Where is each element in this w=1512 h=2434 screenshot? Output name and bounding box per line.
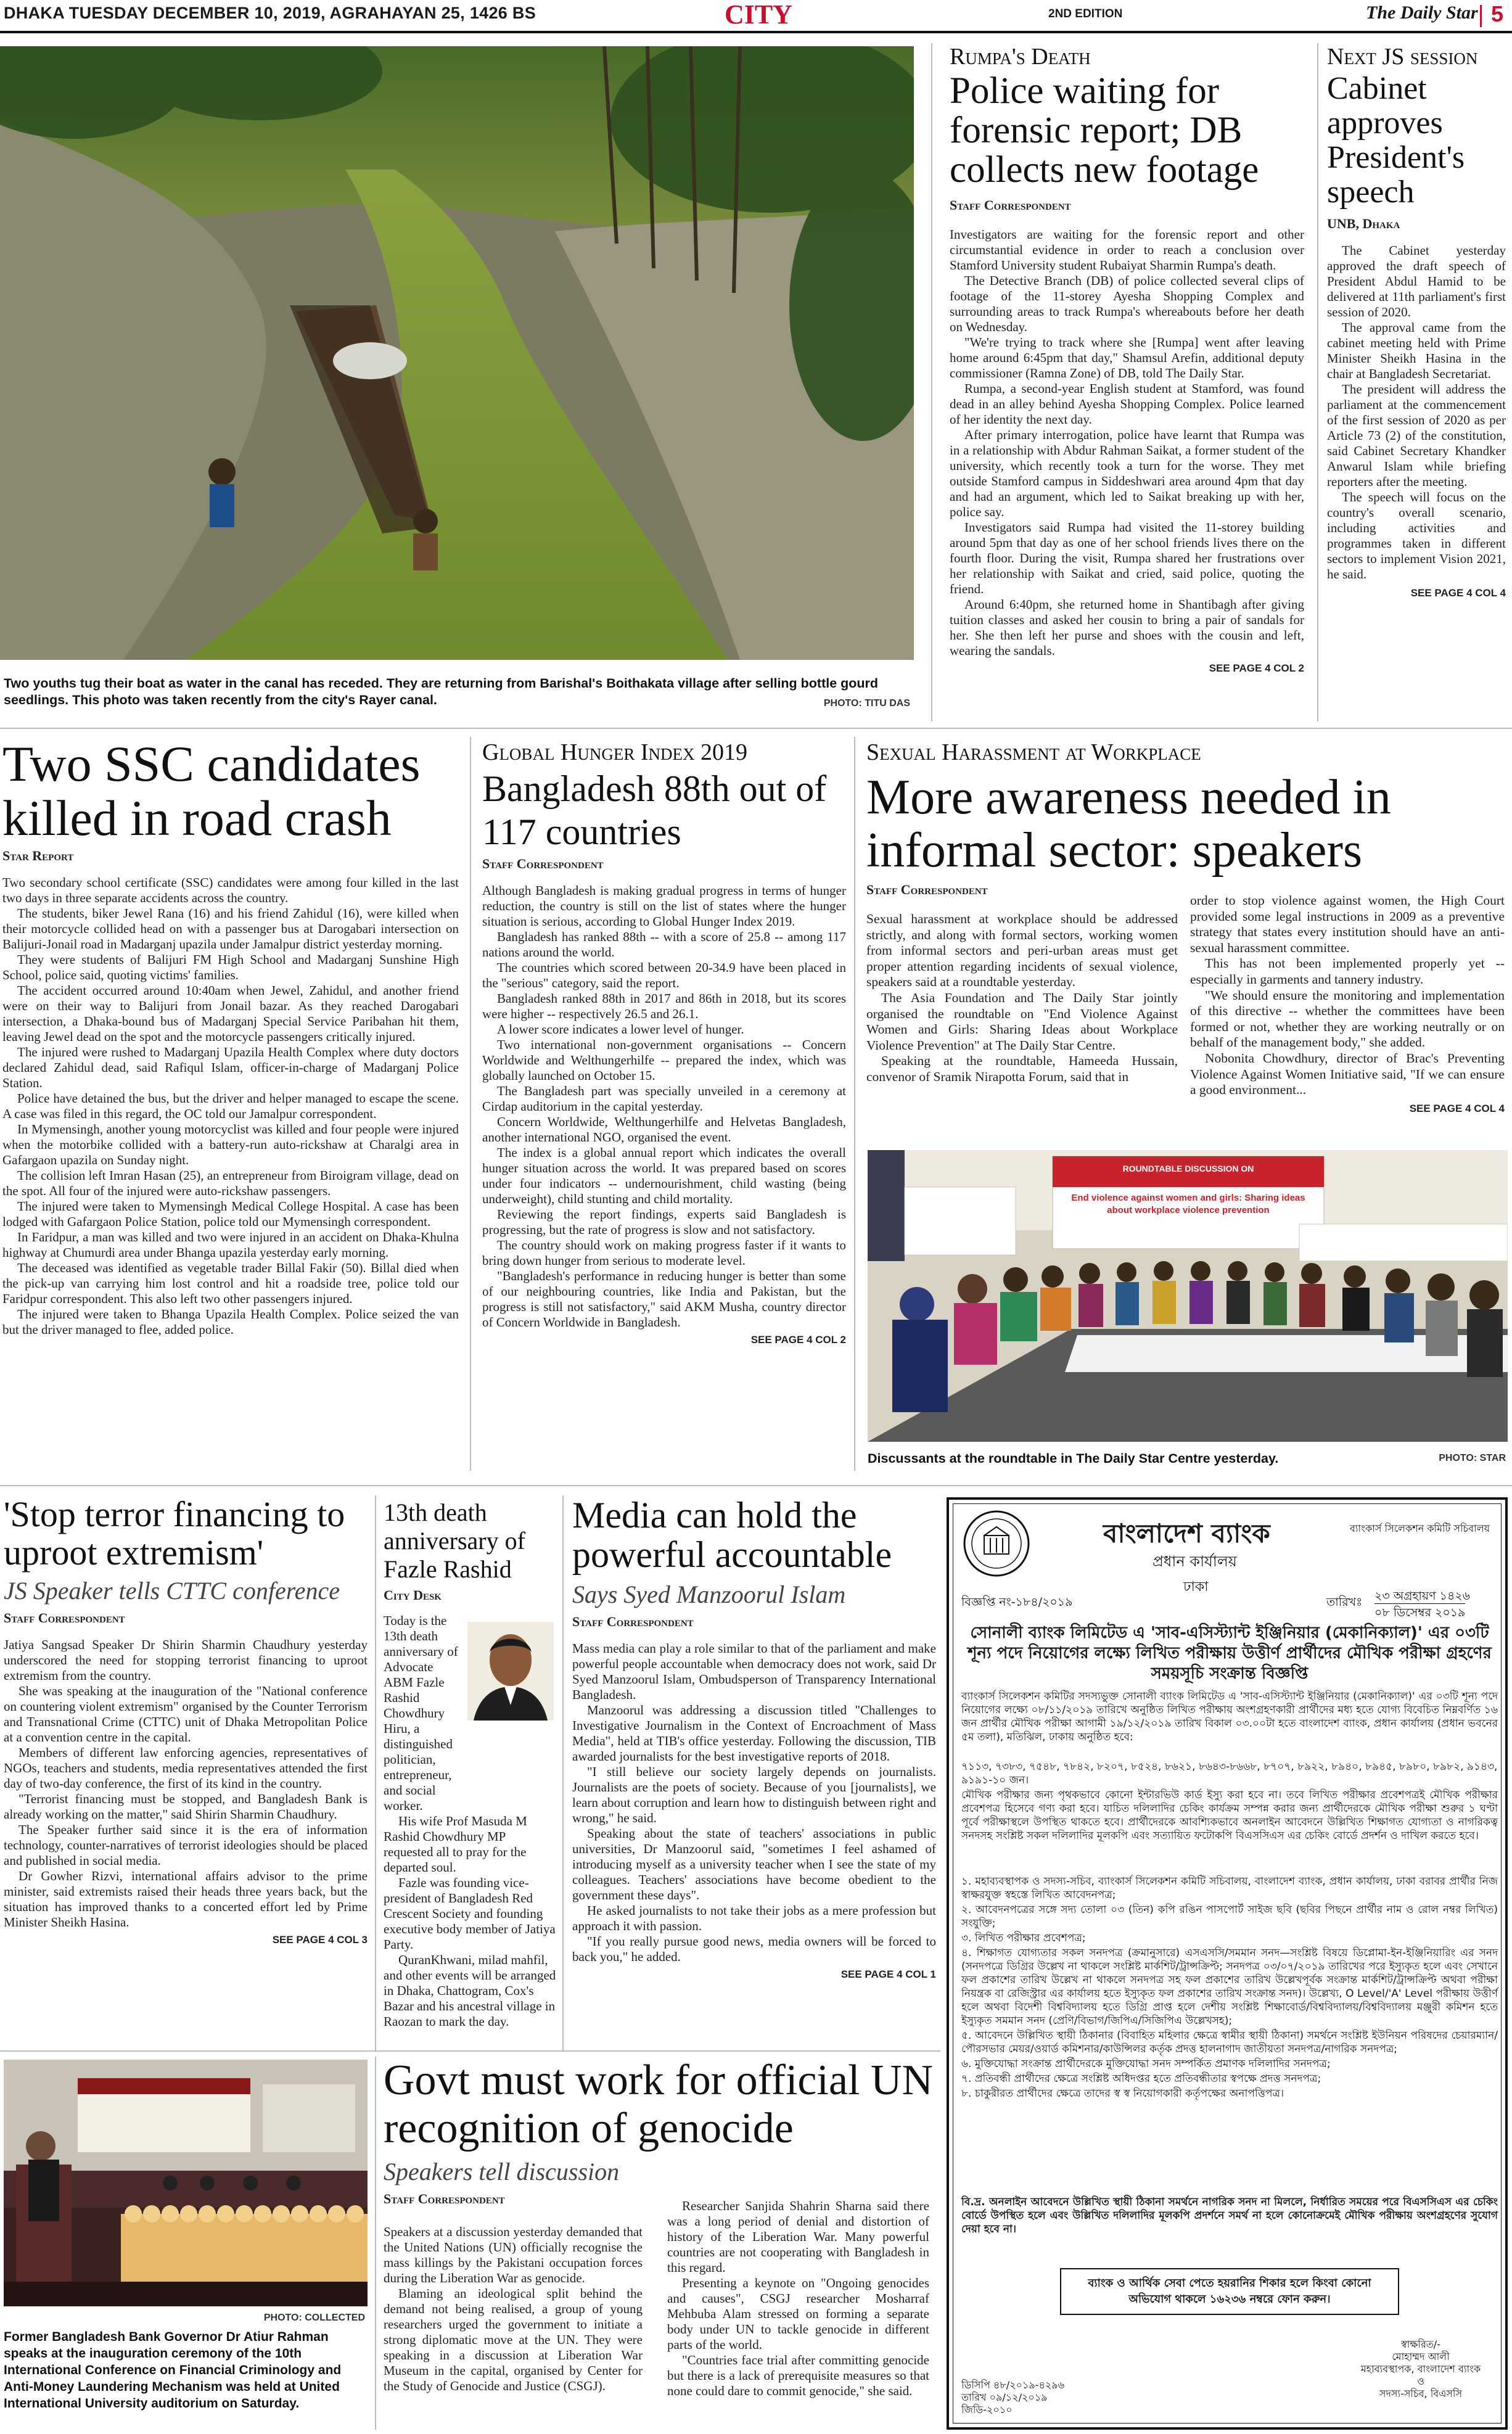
- terror-body: [4, 1637, 368, 1930]
- bank-notice-right-label: ব্যাংকার্স সিলেকশন কমিটি সচিবালয়: [1350, 1523, 1490, 1534]
- bank-notice-item: ৪. শিক্ষাগত যোগ্যতার সকল সনদপত্র (ক্রমানুসারে) এসএসসি/সমমান সনদ—সংশ্লিষ্ট বিষয়ে ডিপ্লোমা-ইন-ইঞ্জিনিয়ারিং এর সনদ (সনদপত্রে ডিগ্রির উল্লেখ না থাকলে সংশ্লিষ্ট মার্কশিট/ট্রান্সক্রিপ্ট; সনদপত্র ০৩/০৭/২০১৯ তারিখের পরে ইস্যুকৃত হলে এবং সেখানে ফল প্রকাশের তারিখ উল্লেখ না থাকলে সনদপত্র সহ ফল প্রকাশের তারিখ উল্লেখপূর্বক সংক্রান্ত মার্কশিট/ট্রান্সক্রিপ্ট অথবা পরীক্ষা নিয়ন্ত্রক বা রেজিস্ট্রার এর কার্যালয় হতে ইস্যুকৃত ফল প্রকাশের তারিখ সংক্রান্ত সনদ)। উল্লেখ্য, O Level/'A' Level পরীক্ষায় উত্তীর্ণ হলে অথবা বিদেশী বিশ্ববিদ্যালয় হতে ডিগ্রি প্রাপ্ত হলে দেশীয় সংশ্লিষ্ট শিক্ষাবোর্ড/বিশ্ববিদ্যালয়/বিশ্ববিদ্যালয় মঞ্জুরী কমিশন হতে ইস্যুকৃত সমমান সনদ (প্রেণি/বিভাগ/জিপিএ/সিজিপিএ উল্লেখসহ);: [961, 1947, 1498, 2027]
- rumpa-byline: Staff Correspondent: [950, 197, 1071, 213]
- terror-paragraph: "Terrorist financing must be stopped, and Bangladesh Bank is already working on the matter," said Shirin Sharmin Chaudhury.: [4, 1791, 368, 1822]
- conference-photo-image: [4, 2060, 368, 2306]
- cabinet-paragraph: The speech will focus on the country's overall scenario, including activities and programmes taken in different sectors to implement Vision 2021, he said.: [1327, 490, 1506, 582]
- paper-name: The Daily Star: [1366, 2, 1478, 23]
- harassment-paragraph: This has not been implemented properly yet -- especially in garments and tannery industry.: [1190, 956, 1505, 987]
- fazle-paragraph: QuranKhwani, milad mahfil, and other events will be arranged in Dhaka, Chattogram, Cox's Bazar and his ancestral village in Raozan to mark the day.: [384, 1952, 556, 2029]
- rumpa-paragraph: The Detective Branch (DB) of police collected several clips of footage of the 11-storey Ayesha Shopping Complex and surrounding areas to track Rumpa's whereabouts before her death on Wednesday.: [950, 273, 1304, 334]
- ssc-paragraph: The students, biker Jewel Rana (16) and his friend Zahidul (16), were killed when their motorcycle collided head on with a passenger bus at Darogabari intersection on Balijuri-Jonail road in Madarganj upazila under Jamalpur district yesterday morning.: [2, 906, 459, 952]
- rule-row1-b: [854, 737, 855, 1471]
- bank-notice-sig-line: ও: [1417, 2375, 1424, 2387]
- harassment-headline: More awareness needed in informal sector: speakers: [866, 770, 1391, 878]
- genocide-subhead: Speakers tell discussion: [384, 2158, 620, 2185]
- bank-notice-item: ১. মহাব্যবস্থাপক ও সদস্য-সচিব, ব্যাংকার্স সিলেকশন কমিটি সচিবালয়, বাংলাদেশ ব্যাংক, প্রধান কার্যালয়, ঢাকা বরাবর প্রার্থীর নিজ স্বাক্ষরযুক্ত স্বহস্তে লিখিত আবেদনপত্র;: [961, 1875, 1498, 1901]
- bank-seal-image: [963, 1510, 1030, 1577]
- hunger-byline: Staff Correspondent: [482, 856, 604, 871]
- rule-top-1: [931, 43, 932, 722]
- media-paragraph: Speaking about the state of teachers' associations in public universities, Dr Manzoorul said, "sometimes I feel ashamed of introducing myself as a university teacher when I see the state of my colleagues. Teachers' associations have become obedient to the government these days".: [572, 1826, 936, 1902]
- bank-notice-item: ২. আবেদনপত্রের সঙ্গে সদ্য তোলা ০৩ (তিন) কপি রঙিন পাসপোর্ট সাইজ ছবি (ছবির পিছনে প্রার্থীর নাম ও রোল নম্বর লিখিত) সংযুক্তি;: [961, 1904, 1498, 1930]
- roundtable-banner-text: End violence against women and girls: Sharing ideas about workplace violence prevention: [1071, 1193, 1305, 1215]
- hunger-paragraph: Two international non-government organisations -- Concern Worldwide and Welthungerhilfe -- prepared the index, which was globally launched on October 15.: [482, 1037, 846, 1083]
- hunger-paragraph: The countries which scored between 20-34.9 have been placed in the "serious" category, said the report.: [482, 960, 846, 990]
- hunger-paragraph: The Bangladesh part was specially unveiled in a ceremony at Cirdap auditorium in the capital yesterday.: [482, 1083, 846, 1114]
- hunger-see-page[interactable]: SEE PAGE 4 COL 2: [750, 1334, 846, 1346]
- bank-notice-box: ব্যাংক ও আর্থিক সেবা পেতে হয়রানির শিকার হলে কিংবা কোনো অভিযোগ থাকলে ১৬২৩৬ নম্বরে ফোন করুন।: [1060, 2268, 1399, 2315]
- bank-notice-date-label: তারিখঃ: [1326, 1595, 1363, 1609]
- ssc-paragraph: In Faridpur, a man was killed and two were injured in an accident on Dhaka-Khulna highway at Chumurdi area under Bhanga upazila yesterday early morning.: [2, 1230, 459, 1260]
- fazle-paragraph: His wife Prof Masuda M Rashid Chowdhury MP requested all to pray for the departed soul.: [384, 1814, 527, 1875]
- hunger-paragraph: Bangladesh ranked 88th in 2017 and 86th in 2018, but its scores were higher -- respectively 26.5 and 26.1.: [482, 991, 846, 1021]
- terror-paragraph: Jatiya Sangsad Speaker Dr Shirin Sharmin Chaudhury yesterday underscored the need for stopping terrorist financing to uproot extremism from the country.: [4, 1637, 368, 1683]
- rule-row3-a: [375, 2057, 376, 2430]
- bank-notice-date-1: ২৩ অগ্রহায়ণ ১৪২৬: [1374, 1589, 1471, 1603]
- cabinet-body: [1327, 243, 1506, 582]
- bank-notice-item: ৫. আবেদনে উল্লিখিত স্থায়ী ঠিকানার (বিবাহিত মহিলার ক্ষেত্রে স্বামীর স্থায়ী ঠিকানা) সমর্থনে সংশ্লিষ্ট ইউনিয়ন পরিষদের চেয়ারম্যান/পৌরসভার মেয়র/ওয়ার্ড কমিশনার/কাউন্সিলর কর্তৃক প্রদত্ত হালনাগাদ জাতীয়তা সনদপত্র/নাগরিক সনদপত্র;: [961, 2029, 1498, 2055]
- rumpa-kicker: Rumpa's Death: [950, 44, 1091, 70]
- rumpa-see-page[interactable]: SEE PAGE 4 COL 2: [1209, 662, 1304, 674]
- cabinet-paragraph: The approval came from the cabinet meeting held with Prime Minister Sheikh Hasina in the chair at Bangladesh Secretariat.: [1327, 320, 1506, 381]
- bank-notice-item: ৮. চাকুরীরত প্রার্থীদের ক্ষেত্রে তাদের স্ব স্ব নিয়োগকারী কর্তৃপক্ষের অনাপত্তিপত্র।: [961, 2087, 1284, 2100]
- ssc-paragraph: In Mymensingh, another young motorcyclist was killed and four people were injured when the motorbike collided with a battery-run auto-rickshaw at Charalgi area in Gafargaon upazila on Sunday night.: [2, 1122, 459, 1167]
- conference-photo-credit: PHOTO: COLLECTED: [263, 2313, 365, 2323]
- terror-paragraph: Members of different law enforcing agencies, representatives of NGOs, teachers and students, media representatives attended the first day of two-day conference, the first of its kind in the country.: [4, 1745, 368, 1791]
- ssc-article: [2, 737, 459, 1338]
- ssc-byline: Star Report: [2, 848, 74, 863]
- conference-photo: [4, 2060, 368, 2306]
- rumpa-paragraph: "We're trying to track where she [Rumpa] went after leaving home around 6:45pm that day," Shamsul Arefin, additional deputy commissioner (Ramna Zone) of DB, told The Daily Star.: [950, 335, 1304, 380]
- conference-photo-caption: Former Bangladesh Bank Governor Dr Atiur Rahman speaks at the inauguration ceremony of the 10th International Conference on Financial Criminology and Anti-Money Laundering Mechanism was held at United International University auditorium on Saturday.: [4, 2330, 342, 2411]
- cabinet-paragraph: The Cabinet yesterday approved the draft speech of President Abdul Hamid to be delivered at 11th parliament's first session of 2020.: [1327, 243, 1506, 319]
- harassment-col-2: [1190, 893, 1505, 1116]
- bank-notice-ref: বিজ্ঞপ্তি নং-১৮৪/২০১৯: [961, 1595, 1073, 1609]
- genocide-col-2: [667, 2198, 929, 2399]
- cabinet-headline: Cabinet approves President's speech: [1327, 71, 1465, 210]
- harassment-paragraph: order to stop violence against women, the High Court provided some legal instructions in 2009 as a preventive strategy that states every institution should have an anti-sexual harassment committee.: [1190, 893, 1505, 955]
- ssc-paragraph: The collision left Imran Hasan (25), an entrepreneur from Biroigram village, dead on the spot. All four of the injured were auto-rickshaw passengers.: [2, 1168, 459, 1198]
- harassment-article: [866, 739, 1508, 1114]
- cabinet-paragraph: The president will address the parliament at the commencement of the first session of 2020 as per Article 73 (2) of the constitution, said Cabinet Secretary Khandker Anwarul Islam while briefing reporters after the meeting.: [1327, 382, 1506, 489]
- hunger-paragraph: Bangladesh has ranked 88th -- with a score of 25.8 -- among 117 nations around the world.: [482, 929, 846, 960]
- bank-notice-sig-line: স্বাক্ষরিত/-: [1401, 2338, 1440, 2350]
- genocide-paragraph: Blaming an ideological split behind the demand not being realised, a group of young researchers urged the government to initiate a strong diplomatic move at the UN. They were speaking in a discussion at Liberation War Museum in the capital, organised by Center for the Study of Genocide and Justice (CSGJ).: [384, 2286, 643, 2393]
- bank-notice-heading: সোনালী ব্যাংক লিমিটেড এ 'সাব-এসিস্ট্যান্ট ইঞ্জিনিয়ার (মেকানিক্যাল)' এর ০৩টি শূন্য পদে নিয়োগের লক্ষ্যে লিখিত পরীক্ষায় উত্তীর্ণ প্রার্থীদের মৌখিক পরীক্ষা গ্রহণের সময়সূচি সংক্রান্ত বিজ্ঞপ্তি: [968, 1624, 1492, 1683]
- genocide-byline: Staff Correspondent: [384, 2191, 505, 2206]
- bank-notice-footer-line: জিডি-২০১০: [961, 2404, 1013, 2415]
- genocide-article: [384, 2057, 942, 2398]
- canal-photo-credit: PHOTO: TITU DAS: [823, 698, 910, 709]
- genocide-paragraph: Speakers at a discussion yesterday demanded that the United Nations (UN) officially recognise the mass killings by the Pakistani occupation forces during the Liberation War as genocide.: [384, 2224, 643, 2285]
- harassment-see-page[interactable]: SEE PAGE 4 COL 4: [1409, 1102, 1505, 1114]
- fazle-paragraph: Fazle was founding vice-president of Bangladesh Red Crescent Society and founding executive body member of Jatiya Party.: [384, 1875, 556, 1952]
- rumpa-paragraph: Investigators said Rumpa had visited the 11-storey building around 5pm that day as one of her school friends lives there on the fourth floor. During the visit, Rumpa shared her frustrations over her relationship with Saikat and cried, said police, quoting the friend.: [950, 520, 1304, 596]
- canal-photo-image: [0, 46, 914, 660]
- terror-headline: 'Stop terror financing to uproot extremism': [4, 1494, 345, 1573]
- hunger-body: [482, 883, 846, 1330]
- masthead-date: DHAKA TUESDAY DECEMBER 10, 2019, AGRAHAYAN 25, 1426 BS: [4, 4, 536, 22]
- terror-byline: Staff Correspondent: [4, 1610, 125, 1626]
- bank-notice-footer: [961, 2379, 1146, 2416]
- harassment-kicker: Sexual Harassment at Workplace: [866, 739, 1201, 765]
- hunger-paragraph: Concern Worldwide, Welthungerhilfe and Helvetas Bangladesh, another international NGO, organised the event.: [482, 1114, 846, 1145]
- canal-photo-caption: Two youths tug their boat as water in the canal has receded. They are returning from Barishal's Boithakata village after selling bottle gourd seedlings. This photo was taken recently from the city's Rayer canal.: [4, 676, 879, 707]
- rule-row2-b: [562, 1495, 564, 2050]
- rumpa-paragraph: Around 6:40pm, she returned home in Shantibagh after giving tuition classes and asked her cousin to bring a pair of sandals for her. She then left her purse and shoes with the cousin and left, wearing the sandals.: [950, 597, 1304, 658]
- genocide-paragraph: "Countries face trial after committing genocide but there is a lack of prerequisite measures so that none could dare to commit genocide," she said.: [667, 2353, 929, 2398]
- bank-notice-city: ঢাকা: [1183, 1579, 1209, 1595]
- media-subhead: Says Syed Manzoorul Islam: [572, 1581, 846, 1608]
- terror-subhead: JS Speaker tells CTTC conference: [4, 1577, 340, 1605]
- fazle-intro: Today is the 13th death anniversary of Advocate ABM Fazle Rashid Chowdhury Hiru, a distinguished politician, entrepreneur, and social worker.: [384, 1613, 458, 1813]
- roundtable-banner-title: ROUNDTABLE DISCUSSION ON: [1122, 1164, 1254, 1174]
- ssc-body: [2, 875, 459, 1338]
- harassment-paragraph: Speaking at the roundtable, Hameeda Hussain, convenor of Sramik Nirapotta Forum, said that in: [866, 1053, 1178, 1084]
- hunger-paragraph: A lower score indicates a lower level of hunger.: [497, 1022, 744, 1037]
- harassment-paragraph: Nobonita Chowdhury, director of Brac's Preventing Violence Against Women Initiative said, "If we can ensure a good environment...: [1190, 1050, 1505, 1098]
- rule-row2-a: [375, 1495, 376, 2050]
- ssc-paragraph: Police have detained the bus, but the driver and helper managed to escape the scene. A case was filed in this regard, the OC told our Jamalpur correspondent.: [2, 1091, 459, 1121]
- roundtable-photo: [868, 1150, 1508, 1442]
- harassment-paragraph: The Asia Foundation and The Daily Star jointly organised the roundtable on "End Violence Against Women and Girls: Sharing Ideas about Workplace Violence Prevention" at The Daily Star Centre.: [866, 990, 1178, 1053]
- bank-notice-signature: [1344, 2338, 1498, 2400]
- ssc-paragraph: Two secondary school certificate (SSC) candidates were among four killed in the last two days in three separate accidents across the country.: [2, 875, 459, 905]
- bank-notice-item: ৬. মুক্তিযোদ্ধা সংক্রান্ত প্রার্থীদেরকে মুক্তিযোদ্ধা সনদ সম্পর্কিত প্রমাণক দলিলাদির সনদপত্র;: [961, 2058, 1331, 2070]
- cabinet-byline: UNB, Dhaka: [1327, 216, 1400, 231]
- genocide-headline: Govt must work for official UN recognition of genocide: [384, 2057, 934, 2152]
- bank-notice-sig-line: মোহাম্মদ আলী: [1392, 2351, 1450, 2362]
- ssc-paragraph: The injured were taken to Mymensingh Medical College Hospital. A case has been lodged with Gafargaon Police Station, police told our Mymensingh correspondent.: [2, 1199, 459, 1229]
- edition-label: 2ND EDITION: [1048, 7, 1123, 20]
- rumpa-article: [950, 44, 1304, 675]
- bank-notice-item: ৩. লিখিত পরীক্ষার প্রবেশপত্র;: [961, 1932, 1086, 1944]
- hunger-paragraph: The country should work on making progress faster if it wants to bring down hunger from serious to moderate level.: [482, 1238, 846, 1268]
- fazle-byline: City Desk: [384, 1587, 442, 1603]
- section-name: CITY: [725, 0, 793, 30]
- media-see-page[interactable]: SEE PAGE 4 COL 1: [840, 1968, 936, 1980]
- bank-notice-date-2: ০৮ ডিসেম্বর ২০১৯: [1374, 1603, 1465, 1624]
- media-paragraph: "I still believe our society largely depends on journalists. Journalists are the poets of society. Because of you [journalists], we learn about corruption and learn how to distinguish between right and wrong," he said.: [572, 1764, 936, 1825]
- terror-article: [4, 1495, 368, 1946]
- rule-row-3: [0, 2050, 940, 2052]
- hunger-article: [482, 740, 846, 1346]
- bank-notice-item: ৭. প্রতিবন্ধী প্রার্থীদের ক্ষেত্রে সংশ্লিষ্ট অধিদপ্তর হতে প্রতিবন্ধীতার স্বপক্ষে প্রদত্ত সনদপত্র;: [961, 2073, 1321, 2085]
- fazle-headline: 13th death anniversary of Fazle Rashid: [384, 1499, 525, 1583]
- ssc-paragraph: The injured were taken to Bhanga Upazila Health Complex. Police seized the van but the driver managed to flee, added police.: [2, 1307, 459, 1337]
- hunger-kicker: Global Hunger Index 2019: [482, 739, 748, 765]
- bank-notice-footer-line: ডিসিপি ৪৮/২০১৯-৪২৯৬: [961, 2379, 1065, 2391]
- ssc-paragraph: The accident occurred around 10:40am when Jewel, Zahidul, and another friend were on their way to Balijuri from Jonail bazar. As they reached Darogabari intersection, a Dhaka-bound bus of Madarganj Special Service Paribahan hit them, leaving Jewel dead on the spot and the motorcycle passengers critically injured.: [2, 983, 459, 1044]
- bank-notice: [947, 1497, 1508, 2430]
- page-number: 5: [1491, 1, 1504, 27]
- hunger-paragraph: Reviewing the report findings, experts said Bangladesh is progressing, but the rate of progress is slow and not satisfactory.: [482, 1207, 846, 1237]
- harassment-paragraph: Sexual harassment at workplace should be addressed strictly, and along with formal sectors, working women from informal sectors and peri-urban areas must get proper attention regarding incidents of sexual violence, speakers said at a roundtable yesterday.: [866, 911, 1178, 990]
- hunger-paragraph: The index is a global annual report which indicates the overall hunger situation across the world. It was prepared based on scores under four indicators -- undernourishment, child wasting (being underweight), child stunting and child mortality.: [482, 1145, 846, 1206]
- ssc-paragraph: The injured were rushed to Madarganj Upazila Health Complex where duty doctors declared Zahidul dead, said Rafiqul Islam, officer-in-charge of Madarganj Police Station.: [2, 1045, 459, 1090]
- terror-paragraph: The Speaker further said since it is the era of information technology, counter-narratives of terrorist ideologies should be placed and published in social media.: [4, 1822, 368, 1868]
- ssc-paragraph: They were students of Balijuri FM High School and Madarganj Sunshine High School, police said, quoting victims' families.: [2, 952, 459, 982]
- media-paragraph: Mass media can play a role similar to that of the parliament and make powerful people accountable when democracy does not work, said Dr Syed Manzoorul Islam, Ombudsperson of Transparency International Bangladesh.: [572, 1641, 936, 1702]
- bank-notice-title: বাংলাদেশ ব্যাংক: [1103, 1518, 1270, 1548]
- bank-seal: [963, 1510, 1030, 1577]
- hunger-paragraph: Although Bangladesh is making gradual progress in terms of hunger reduction, the country is still on the list of states where the hunger situation is serious, according to Global Hunger Index 2019.: [482, 883, 846, 929]
- bank-notice-office: প্রধান কার্যালয়: [1152, 1553, 1237, 1570]
- masthead-rule: [0, 31, 1512, 33]
- media-paragraph: "If you really pursue good news, media owners will be forced to back you," he added.: [572, 1934, 936, 1964]
- fazle-portrait: [467, 1622, 554, 1721]
- fazle-article: [384, 1499, 556, 2029]
- terror-paragraph: She was speaking at the inauguration of the "National conference on countering violent extremism" organised by the Counter Terrorism and Transnational Crime (CTTC) unit of Dhaka Metropolitan Police at a convention centre in the capital.: [4, 1684, 368, 1745]
- bank-notice-footer-line: তারিখ ০৯/১২/২০১৯: [961, 2391, 1048, 2403]
- rumpa-paragraph: After primary interrogation, police have learnt that Rumpa was in a relationship with Abdur Rahman Saikat, a former student of the university, which recently took a turn for the worse. They met outside Stamford campus in Siddeshwari area around 4pm that day and had an argument, which led to Saikat breaking up with her, police say.: [950, 427, 1304, 519]
- media-body: [572, 1641, 936, 1965]
- bank-notice-items: [961, 1875, 1498, 2102]
- rumpa-paragraph: Rumpa, a second-year English student at Stamford, was found dead in an alley behind Ayesha Shopping Complex. Police learned of her identity the next day.: [950, 381, 1304, 427]
- roundtable-credit: PHOTO: STAR: [1439, 1453, 1506, 1463]
- rumpa-headline: Police waiting for forensic report; DB collects new footage: [950, 70, 1259, 191]
- roundtable-caption: Discussants at the roundtable in The Daily Star Centre yesterday.: [868, 1451, 1279, 1466]
- bank-notice-sig-line: সদস্য-সচিব, বিএসসি: [1379, 2388, 1463, 2399]
- harassment-byline: Staff Correspondent: [866, 882, 988, 897]
- cabinet-article: [1327, 44, 1506, 599]
- cabinet-kicker: Next JS session: [1327, 44, 1478, 70]
- terror-see-page[interactable]: SEE PAGE 4 COL 3: [272, 1934, 368, 1946]
- genocide-paragraph: Presenting a keynote on "Ongoing genocides and causes", CSGJ researcher Mosharraf Mehbuba Alam stressed on forming a separate body under UN to tackle genocide in different parts of the world.: [667, 2276, 929, 2352]
- media-paragraph: He asked journalists to not take their jobs as a mere profession but approach it with passion.: [572, 1903, 936, 1933]
- harassment-col-1: [866, 911, 1178, 1085]
- terror-paragraph: Dr Gowher Rizvi, international affairs advisor to the prime minister, said extremists raised their heads three years back, but the situation has improved thanks to a concerted effort led by Prime Minister Sheikh Hasina.: [4, 1869, 368, 1930]
- bank-notice-para-1: ব্যাংকার্স সিলেকশন কমিটির সদস্যভুক্ত সোনালী ব্যাংক লিমিটেড এ 'সাব-এসিস্ট্যান্ট ইঞ্জিনিয়ার (মেকানিক্যাল)' এর ০৩টি শূন্য পদে নিয়োগের লক্ষ্যে ০৮/১১/২০১৯ তারিখে অনুষ্ঠিত লিখিত পরীক্ষায় অংশগ্রহণকারী প্রার্থীদের মধ্য হতে যোগ্য বিবেচিত নিম্নবর্ণিত ১৬ জন প্রার্থীর মৌখিক পরীক্ষা আগামী ১৯/১২/২০১৯ তারিখ বিকাল ০৩.০০টা হতে বাংলাদেশ ব্যাংক, প্রধান কার্যালয় (প্রধান ভবনের ৫ম তলা), মতিঝিল, ঢাকায় অনুষ্ঠিত হবে:: [961, 1690, 1498, 1743]
- ssc-headline: Two SSC candidates killed in road crash: [2, 736, 421, 846]
- fazle-body: [384, 1814, 556, 2029]
- masthead: [0, 0, 1512, 32]
- rumpa-body: [950, 227, 1304, 659]
- media-article: [572, 1495, 936, 1981]
- bank-notice-para-2: মৌখিক পরীক্ষার জন্য পৃথকভাবে কোনো ইন্টারভিউ কার্ড ইস্যু করা হবে না। তবে লিখিত পরীক্ষার প্রবেশপত্রই মৌখিক পরীক্ষার প্রবেশপত্র হিসেবে গণ্য করা হবে। যাচিত দলিলাদির চেকিং কার্যক্রম সম্পন্ন করার জন্য প্রার্থীদেরকে মৌখিক পরীক্ষা শুরুর ১ ঘণ্টা পূর্বে পরীক্ষাস্থলে উপস্থিত থাকতে হবে। প্রার্থীদেরকে আবশ্যিকভাবে অনলাইন আবেদনে উল্লিখিত শিক্ষাগত যোগ্যতা ও নাগরিকত্ব সনদসহ সংশ্লিষ্ট সকল দলিলাদির মূলকপি এবং সত্যায়িত ফটোকপি বিএসসিএস এর চেকিং বোর্ডে প্রদর্শন ও দাখিল করতে হবে।: [961, 1789, 1498, 1842]
- media-headline: Media can hold the powerful accountable: [572, 1495, 892, 1575]
- hunger-paragraph: "Bangladesh's performance in reducing hunger is better than some of our neighbouring countries, like India and Pakistan, but the progress is still not satisfactory," said AKM Musha, country director of Concern Worldwide in Bangladesh.: [482, 1268, 846, 1330]
- masthead-divider: [1480, 5, 1482, 27]
- genocide-paragraph: Researcher Sanjida Shahrin Sharna said there was a long period of denial and distortion of history of the Liberation War. Many powerful countries are not cooperating with Bangladesh in this regard.: [667, 2198, 929, 2275]
- cabinet-see-page[interactable]: SEE PAGE 4 COL 4: [1410, 587, 1506, 599]
- fazle-portrait-image: [467, 1622, 554, 1721]
- bank-notice-note: বি.দ্র. অনলাইন আবেদনে উল্লিখিত স্থায়ী ঠিকানা সমর্থনে নাগরিক সনদ না মিললে, নির্ধারিত সময়ের পরে বিএসসিএস এর চেকিং বোর্ডে উপস্থিত হলে এবং উল্লিখিত দলিলাদির মূলকপি প্রদর্শনে সমর্থ না হলে কোনোক্রমেই মৌখিক পরীক্ষায় অংশগ্রহণের সুযোগ দেয়া হবে না।: [961, 2196, 1498, 2235]
- harassment-paragraph: "We should ensure the monitoring and implementation of this directive -- whether the committees have been formed or not, whether they are working neutrally or on behalf of the management body," she added.: [1190, 987, 1505, 1050]
- genocide-col-1: [384, 2224, 643, 2394]
- bank-notice-sig-line: মহাব্যবস্থাপক, বাংলাদেশ ব্যাংক: [1360, 2363, 1481, 2375]
- hunger-headline: Bangladesh 88th out of 117 countries: [482, 768, 827, 852]
- rule-row-1: [0, 728, 1512, 729]
- media-byline: Staff Correspondent: [572, 1614, 694, 1629]
- canal-photo: [0, 46, 914, 660]
- rule-row-2: [0, 1485, 1512, 1486]
- rumpa-paragraph: Investigators are waiting for the forensic report and other circumstantial evidence in order to reach a conclusion over Stamford University student Rubaiyat Sharmin Rumpa's death.: [950, 227, 1304, 273]
- rule-row1-a: [470, 737, 471, 1471]
- rule-top-2: [1317, 43, 1318, 722]
- bank-notice-rolls: ৭১১৩, ৭৩৮৩, ৭৫৪৮, ৭৮৪২, ৮২০৭, ৮৫২৪, ৮৬২১, ৮৬৪৩-৮৬৬৮, ৮৭০৭, ৮৯২২, ৮৯৪০, ৮৯৪৫, ৮৯৮০, ৮৯৮২, ৯১৪৩, ৯১৯১-১০ জন।: [961, 1761, 1498, 1786]
- media-paragraph: Manzoorul was addressing a discussion titled "Challenges to Investigative Journalism in the Context of Encroachment of Mass Media", held at TIB's office yesterday. Following the discussion, TIB awarded journalists for the best investigative reports of 2018.: [572, 1703, 936, 1764]
- ssc-paragraph: The deceased was identified as vegetable trader Billal Fakir (50). Billal died when the pick-up van carrying him lost control and hit a roadside tree, police told our Faridpur correspondent. This also left two other passengers injured.: [2, 1260, 459, 1306]
